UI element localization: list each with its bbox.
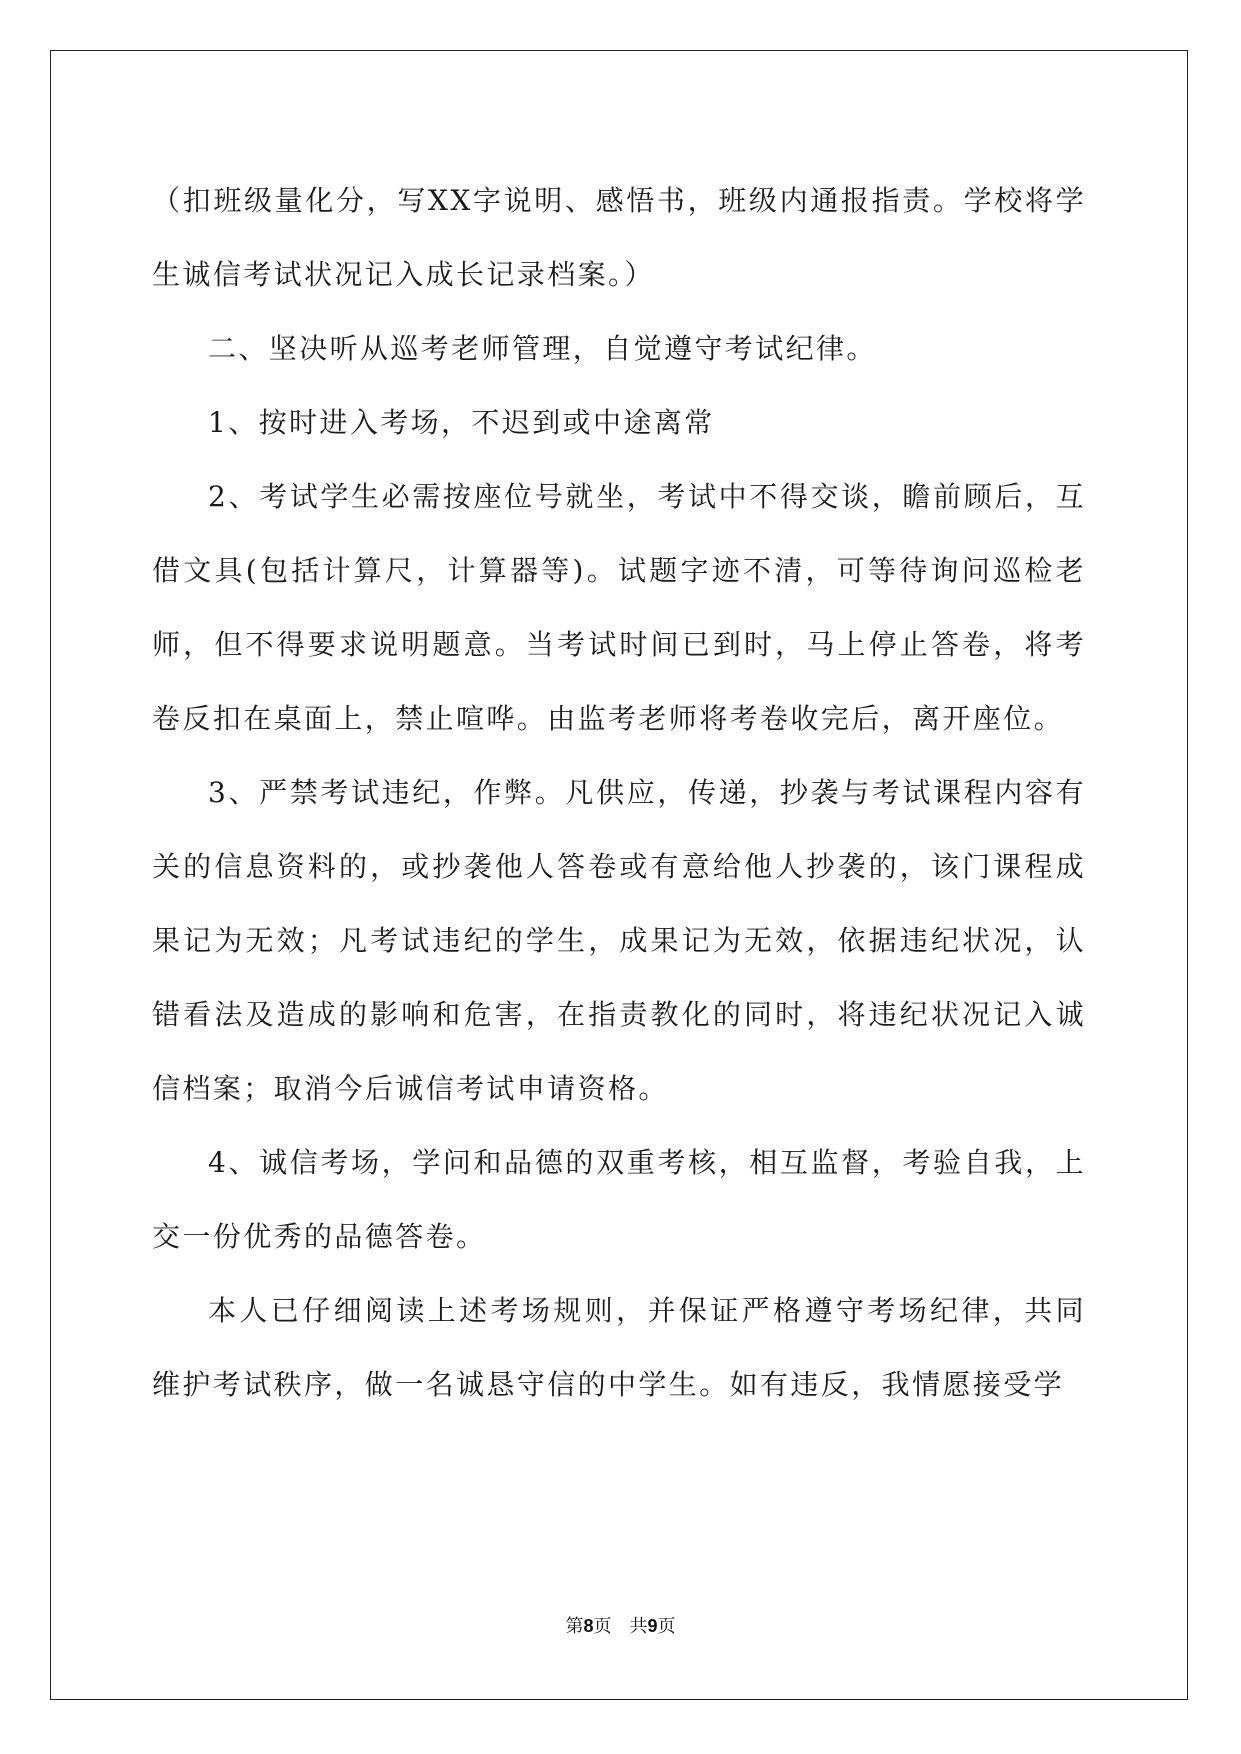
- paragraph-continuation: （扣班级量化分，写XX字说明、感悟书，班级内通报指责。学校将学生诚信考试状况记入成长记录档案。）: [152, 184, 1086, 291]
- document-body: [152, 164, 1086, 1422]
- page-number: 8: [583, 1616, 594, 1636]
- total-pages: 9: [647, 1616, 658, 1636]
- page-footer: [0, 1612, 1241, 1638]
- page-prefix: 第: [565, 1616, 584, 1637]
- paragraph-rule-3: 3、严禁考试违纪，作弊。凡供应，传递，抄袭与考试课程内容有关的信息资料的，或抄袭他人答卷或有意给他人抄袭的，该门课程成果记为无效；凡考试违纪的学生，成果记为无效，依据违纪状况，认错看法及造成的影响和危害，在指责教化的同时，将违纪状况记入诚信档案；取消今后诚信考试申请资格。: [152, 776, 1086, 1105]
- total-suffix: 页: [657, 1616, 676, 1637]
- paragraph-rule-4: 4、诚信考场，学问和品德的双重考核，相互监督，考验自我，上交一份优秀的品德答卷。: [152, 1146, 1086, 1253]
- page-suffix: 页: [593, 1616, 612, 1637]
- paragraph-rule-2: 2、考试学生必需按座位号就坐，考试中不得交谈，瞻前顾后，互借文具(包括计算尺，计算器等)。试题字迹不清，可等待询问巡检老师，但不得要求说明题意。当考试时间已到时，马上停止答卷，将考卷反扣在桌面上，禁止喧哗。由监考老师将考卷收完后，离开座位。: [152, 480, 1086, 735]
- paragraph-pledge: 本人已仔细阅读上述考场规则，并保证严格遵守考场纪律，共同维护考试秩序，做一名诚恳守信的中学生。如有违反，我情愿接受学: [152, 1294, 1086, 1401]
- paragraph-rule-1: 1、按时进入考场，不迟到或中途离常: [208, 406, 715, 439]
- paragraph-section-two: 二、坚决听从巡考老师管理，自觉遵守考试纪律。: [208, 332, 877, 365]
- total-prefix: 共: [629, 1616, 648, 1637]
